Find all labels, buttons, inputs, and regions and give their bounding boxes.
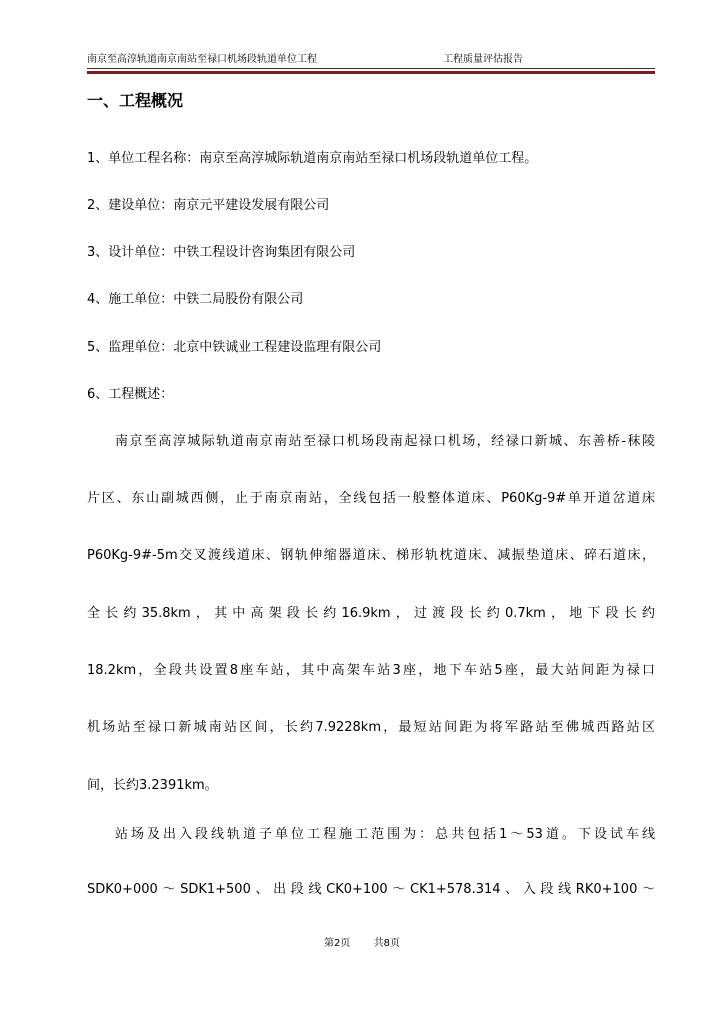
- overview-line: 南京至高淳城际轨道南京南站至禄口机场段南起禄口机场，经禄口新城、东善桥-秣陵: [115, 434, 655, 449]
- overview-line: 全长约35.8km，其中高架段长约16.9km，过渡段长约0.7km，地下段长约: [87, 606, 655, 621]
- overview-line: 机场站至禄口新城南站区间，长约7.9228km，最短站间距为将军路站至佛城西路站区: [87, 720, 655, 735]
- scope-line: 站场及出入段线轨道子单位工程施工范围为：总共包括1～53道。下设试车线: [115, 827, 655, 842]
- page-total: 共8页: [373, 938, 400, 949]
- item-project-name: 1、单位工程名称：南京至高淳城际轨道南京南站至禄口机场段轨道单位工程。: [87, 151, 538, 166]
- scope-line: SDK0+000～SDK1+500、出段线CK0+100～CK1+578.314、入段线RK0+100～: [87, 882, 655, 897]
- item-contractor: 4、施工单位：中铁二局股份有限公司: [87, 292, 304, 307]
- item-builder: 2、建设单位：南京元平建设发展有限公司: [87, 198, 330, 213]
- header-rule-thin: [87, 68, 655, 69]
- header-project-title: 南京至高淳轨道南京南站至禄口机场段轨道单位工程: [87, 54, 317, 65]
- page-footer: [0, 936, 724, 952]
- page-header: [87, 52, 655, 68]
- header-rule-thick: [87, 71, 655, 74]
- overview-line: 片区、东山副城西侧，止于南京南站，全线包括一般整体道床、P60Kg-9#单开道岔道床: [87, 491, 655, 506]
- item-supervisor: 5、监理单位：北京中铁诚业工程建设监理有限公司: [87, 340, 382, 355]
- overview-line: P60Kg-9#-5m交叉渡线道床、钢轨伸缩器道床、梯形轨枕道床、减振垫道床、碎石道床，: [87, 548, 655, 563]
- overview-line: 18.2km，全段共设置8座车站，其中高架车站3座，地下车站5座，最大站间距为禄口: [87, 663, 655, 678]
- header-report-title: 工程质量评估报告: [443, 54, 523, 65]
- overview-line: 间，长约3.2391km。: [87, 778, 218, 793]
- page-number: 第2页: [324, 938, 351, 949]
- section-heading: 一、工程概况: [87, 91, 184, 110]
- item-overview-label: 6、工程概述：: [87, 387, 174, 402]
- item-designer: 3、设计单位：中铁工程设计咨询集团有限公司: [87, 245, 356, 260]
